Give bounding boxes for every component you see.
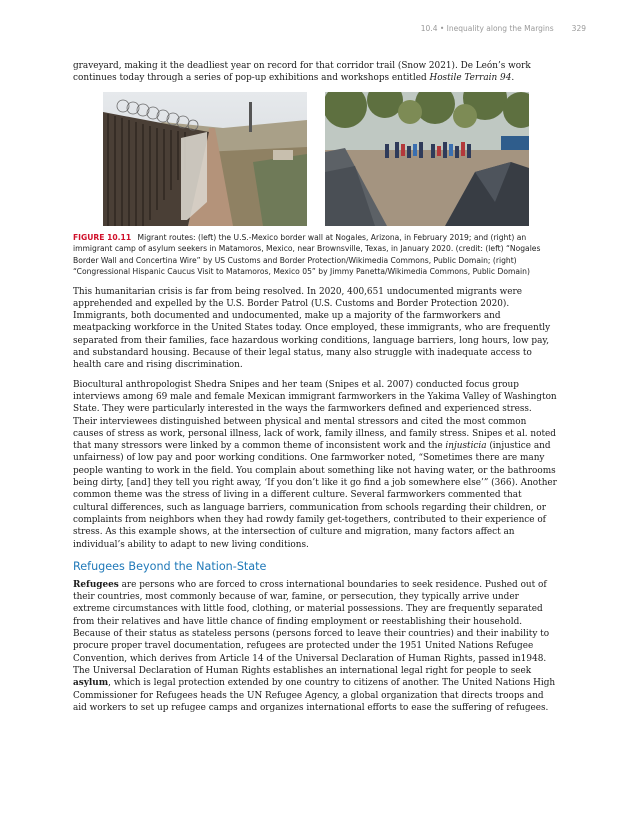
farmworker-stress-paragraph <box>73 379 557 551</box>
figure-label: FIGURE 10.11 <box>73 232 132 242</box>
border-wall-photo <box>103 92 307 226</box>
refugees-text-b: , which is legal protection extended by one country to citizens of another. The United Nations High Commissioner for Refugees heads the UN Refugee Agency, a global organization that directs troops and aid workers to set up refugee camps and organizes international efforts to ease the suffering of refugees. <box>73 678 556 713</box>
stress-text-a: Biocultural anthropologist Shedra Snipes and her team (Snipes et al. 2007) conducted focus group interviews among 69 male and female Mexican immigrant farmworkers in the Yakima Valley of Washington State. They were particularly interested in the ways the farmworkers defined and experienced stress. Their interviewees distinguished between physical and mental stressors and cited the most common causes of stress as work, personal illness, lack of work, family illness, and family stress. Snipes et al. noted that many stressors were linked by a common theme of inconsistent work and the <box>73 379 557 452</box>
migrant-camp-illustration <box>325 92 529 226</box>
refugees-text-a: are persons who are forced to cross international boundaries to seek residence. Pushed out of their countries, most commonly because of war, famine, or persecution, they typically arrive under extreme circumstances with little food, clothing, or material possessions. They are frequently separated from their relatives and have little chance of finding employment or reestablishing their household. Because of their status as stateless persons (persons forced to leave their countries) and their inability to procure proper travel documentation, refugees are protected under the 1951 United Nations Refugee Convention, which derives from Article 14 of the Universal Declaration of Human Rights, passed in1948. The Universal Declaration of Human Rights establishes an international legal right for people to seek <box>73 579 550 676</box>
stress-text-b: (injustice and unfairness) of low pay and poor working conditions. One farmworker noted, “Sometimes there are many people wanting to work in the field. You complain about something like not having water, or the bathrooms being dirty, [and] they tell you right away, ‘If you don’t like it go find a job somewhere else’” (366). Another common theme was the stress of living in a different culture. Several farmworkers commented that cultural differences, such as language barriers, communication from schools regarding their children, or complaints from neighbors when they had rowdy family get-togethers, contributed to their experience of stress. As this example shows, at the intersection of culture and migration, many factors affect an individual’s ability to adapt to new living conditions. <box>73 441 557 550</box>
refugees-paragraph <box>73 579 557 714</box>
figure-caption-text: Migrant routes: (left) the U.S.-Mexico border wall at Nogales, Arizona, in February 2019; and (right) an immigrant camp of asylum seekers in Matamoros, Mexico, near Brownsville, Texas, in January 2020. (credit: (left) “Nogales Border Wall and Concertina Wire” by US Customs and Border Protection/Wikimedia Commons, Public Domain; (right) “Congressional Hispanic Caucus Visit to Matamoros, Mexico 05” by Jimmy Panetta/Wikimedia Commons, Public Domain) <box>73 232 541 277</box>
intro-text-end: . <box>511 73 515 84</box>
section-title: 10.4 • Inequality along the Margins <box>420 24 554 33</box>
intro-paragraph <box>73 60 557 85</box>
section-heading: Refugees Beyond the Nation-State <box>73 559 267 573</box>
border-wall-illustration <box>103 92 307 226</box>
refugees-term: Refugees <box>73 579 119 590</box>
figure-caption <box>73 232 557 278</box>
exhibition-title: Hostile Terrain 94 <box>429 73 512 84</box>
page-content <box>73 60 557 721</box>
intro-text: graveyard, making it the deadliest year on record for that corridor trail (Snow 2021). De León’s work continues today through a series of pop-up exhibitions and workshops entitled <box>73 61 531 84</box>
migrant-camp-photo <box>325 92 529 226</box>
running-header <box>421 24 586 33</box>
humanitarian-crisis-paragraph: This humanitarian crisis is far from being resolved. In 2020, 400,651 undocumented migrants were apprehended and expelled by the U.S. Border Patrol (U.S. Customs and Border Protection 2020). Immigrants, both documented and undocumented, make up a majority of the farmworkers and meatpacking workforce in the United States today. Once employed, these immigrants, who are frequently separated from their families, face hazardous working conditions, language barriers, long hours, low pay, and substandard housing. Because of their legal status, many also struggle with inadequate access to health care and rising discrimination. <box>73 286 551 371</box>
asylum-term: asylum <box>73 678 109 689</box>
page-number: 329 <box>571 24 586 33</box>
injusticia-term: injusticia <box>445 441 487 452</box>
figure-images <box>103 92 557 226</box>
